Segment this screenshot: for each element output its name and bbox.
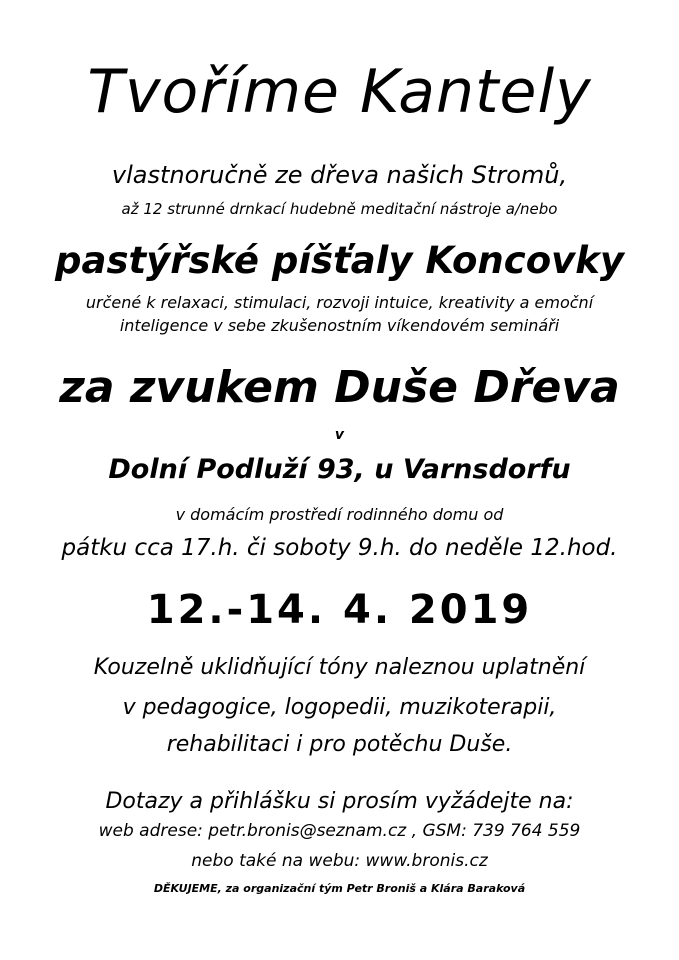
description-line-2: inteligence v sebe zkušenostním víkendovém semináři (119, 316, 560, 335)
heading-seminar: za zvukem Duše Dřeva (59, 362, 620, 413)
contact-line-1: Dotazy a přihlášku si prosím vyžádejte na: (105, 789, 574, 814)
event-location: Dolní Podluží 93, u Varnsdorfu (108, 454, 571, 485)
thanks-note: DĚKUJEME, za organizační tým Petr Broniš a Klára Baraková (153, 882, 526, 895)
event-date: 12.-14. 4. 2019 (146, 587, 533, 633)
preposition: v (334, 427, 345, 443)
event-time: pátku cca 17.h. či soboty 9.h. do neděle 12.hod. (61, 535, 618, 561)
poster-title: Tvoříme Kantely (87, 57, 592, 127)
heading-koncovky: pastýřské píšťaly Koncovky (55, 239, 624, 282)
tones-line-3: rehabilitaci i pro potěchu Duše. (166, 732, 513, 757)
event-environment: v domácím prostředí rodinného domu od (175, 505, 504, 524)
contact-line-2: web adrese: petr.bronis@seznam.cz , GSM: 739 764 559 (98, 821, 581, 841)
contact-line-3: nebo také na webu: www.bronis.cz (191, 851, 488, 871)
tones-line-1: Kouzelně uklidňující tóny naleznou uplatnění (93, 655, 586, 680)
subtitle-line-1: vlastnoručně ze dřeva našich Stromů, (111, 161, 568, 189)
tones-line-2: v pedagogice, logopedii, muzikoterapii, (122, 695, 557, 720)
subtitle-line-2: až 12 strunné drnkací hudebně meditační nástroje a/nebo (121, 200, 558, 218)
description-line-1: určené k relaxaci, stimulaci, rozvoji intuice, kreativity a emoční (85, 293, 594, 312)
